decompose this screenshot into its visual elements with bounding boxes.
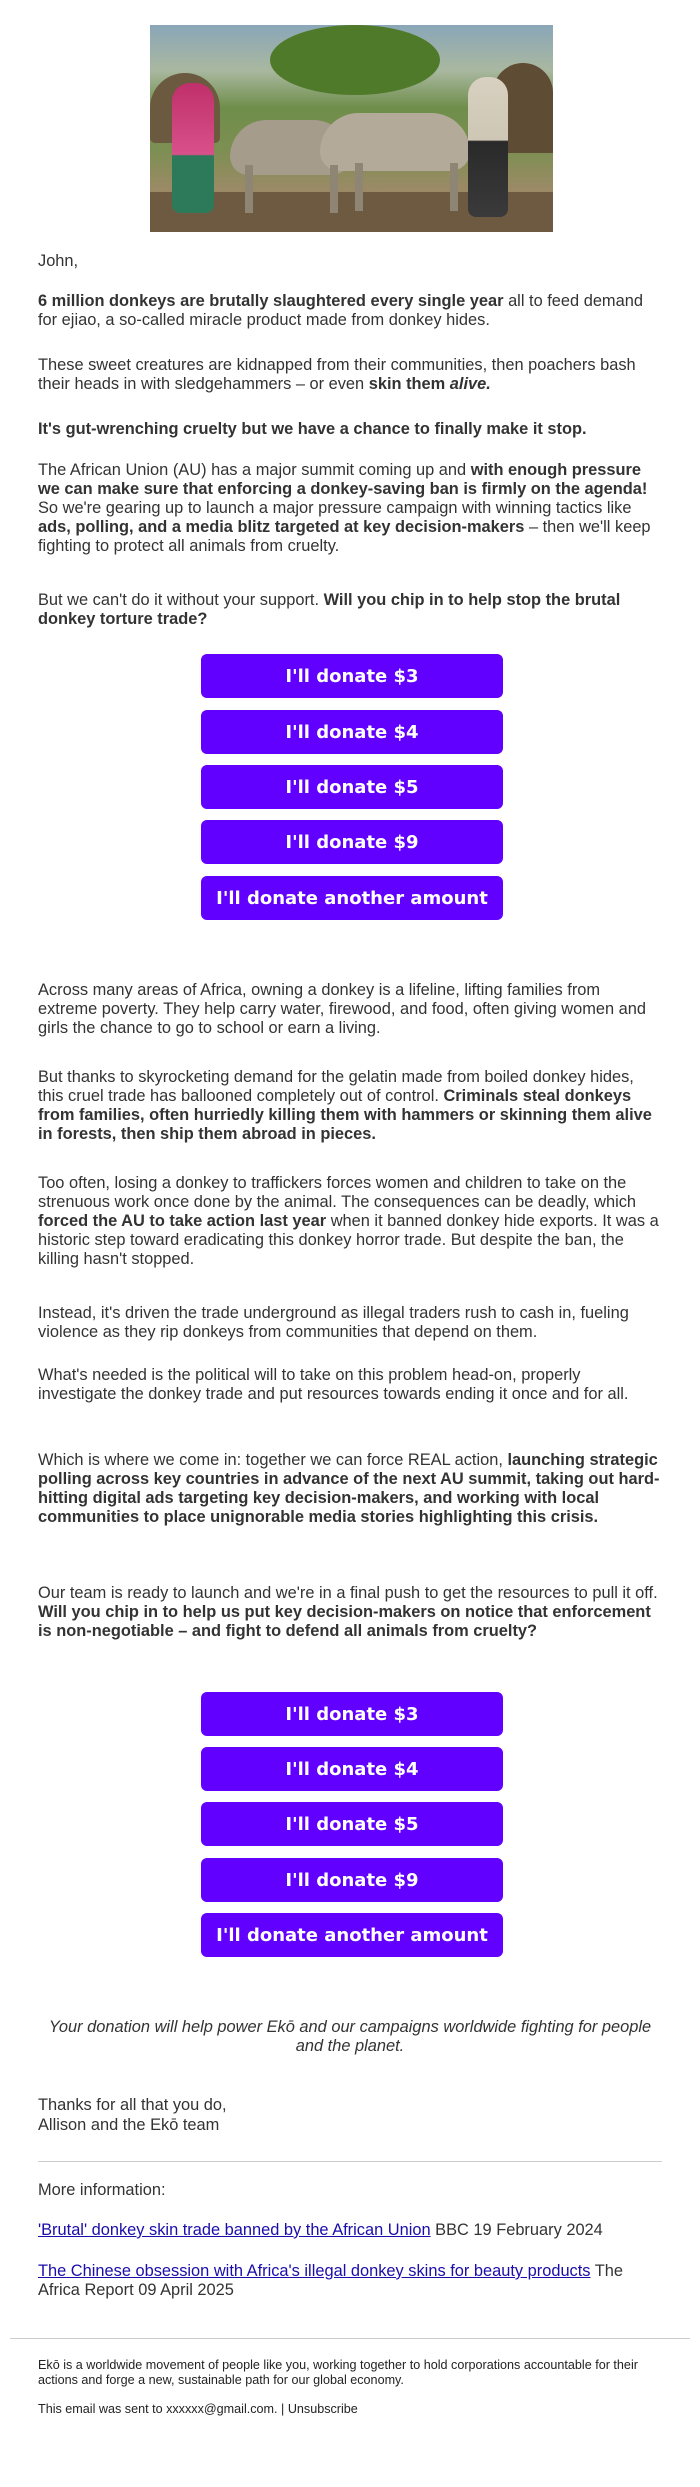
donate-3-button[interactable]: I'll donate $3 [201, 1692, 503, 1736]
unsubscribe-link[interactable]: Unsubscribe [287, 2402, 358, 2416]
paragraph-intro: 6 million donkeys are brutally slaughtered every single year all to feed demand for ejiao, a so-called miracle product made from donkey hides. [38, 292, 643, 329]
more-info-link-bbc[interactable]: 'Brutal' donkey skin trade banned by the African Union [38, 2221, 431, 2239]
paragraph-demand: But thanks to skyrocketing demand for the gelatin made from boiled donkey hides, this cruel trade has ballooned completely out of control. Criminals steal donkeys from families, often hurriedly killing them with hammers or skinning them alive in forests, then ship them abroad in pieces. [38, 1068, 652, 1143]
divider [38, 2161, 662, 2162]
donate-other-amount-button[interactable]: I'll donate another amount [201, 1913, 503, 1957]
paragraph-lifeline: Across many areas of Africa, owning a donkey is a lifeline, lifting families from extreme poverty. They help carry water, firewood, and food, often giving women and girls the chance to go to school or earn a living. [38, 981, 646, 1037]
more-info-item: 'Brutal' donkey skin trade banned by the African Union BBC 19 February 2024 [38, 2221, 603, 2239]
donate-4-button[interactable]: I'll donate $4 [201, 1747, 503, 1791]
more-info-link-africa-report[interactable]: The Chinese obsession with Africa's illegal donkey skins for beauty products [38, 2262, 591, 2280]
donate-9-button[interactable]: I'll donate $9 [201, 820, 503, 864]
paragraph-consequences: Too often, losing a donkey to traffickers forces women and children to take on the strenuous work once done by the animal. The consequences can be deadly, which forced the AU to take action last year when it banned donkey hide exports. It was a historic step toward eradicating this donkey horror trade. But despite the ban, the killing hasn't stopped. [38, 1174, 659, 1268]
paragraph-real-action: Which is where we come in: together we can force REAL action, launching strategic polling across key countries in advance of the next AU summit, taking out hard-hitting digital ads targeting key decision-makers, and working with local communities to place unignorable media stories highlighting this crisis. [38, 1451, 660, 1526]
paragraph-political-will: What's needed is the political will to take on this problem head-on, properly investigate the donkey trade and put resources towards ending it once and for all. [38, 1366, 629, 1403]
donate-5-button[interactable]: I'll donate $5 [201, 765, 503, 809]
donate-9-button[interactable]: I'll donate $9 [201, 1858, 503, 1902]
more-info-item: The Chinese obsession with Africa's illegal donkey skins for beauty products The Africa Report 09 April 2025 [38, 2262, 624, 2299]
hero-image-women-with-donkeys [150, 25, 553, 232]
donation-note: Your donation will help power Ekō and our campaigns worldwide fighting for people and the planet. [48, 2018, 652, 2055]
donate-5-button[interactable]: I'll donate $5 [201, 1802, 503, 1846]
paragraph-kidnapped: These sweet creatures are kidnapped from their communities, then poachers bash their heads in with sledgehammers – or even skin them alive. [38, 356, 636, 393]
donate-other-amount-button[interactable]: I'll donate another amount [201, 876, 503, 920]
signoff-thanks: Thanks for all that you do, [38, 2096, 227, 2114]
greeting: John, [38, 252, 79, 270]
paragraph-ask-2: Our team is ready to launch and we're in a final push to get the resources to pull it off. Will you chip in to help us put key decision-makers on notice that enforcement is non-negotiable – and fight to defend all animals from cruelty? [38, 1584, 658, 1640]
footer-sent-to: This email was sent to xxxxxx@gmail.com. | Unsubscribe [38, 2402, 358, 2416]
footer-about: Ekō is a worldwide movement of people like you, working together to hold corporations accountable for their actions and forge a new, sustainable path for our global economy. [38, 2358, 638, 2387]
paragraph-underground: Instead, it's driven the trade underground as illegal traders rush to cash in, fueling violence as they rip donkeys from communities that depend on them. [38, 1304, 629, 1341]
donate-4-button[interactable]: I'll donate $4 [201, 710, 503, 754]
footer-divider [10, 2338, 690, 2339]
donate-3-button[interactable]: I'll donate $3 [201, 654, 503, 698]
paragraph-african-union: The African Union (AU) has a major summit coming up and with enough pressure we can make sure that enforcing a donkey-saving ban is firmly on the agenda! So we're gearing up to launch a major pressure campaign with winning tactics like ads, polling, and a media blitz targeted at key decision-makers – then we'll keep fighting to protect all animals from cruelty. [38, 461, 651, 555]
paragraph-cruelty: It's gut-wrenching cruelty but we have a chance to finally make it stop. [38, 420, 587, 438]
paragraph-ask-1: But we can't do it without your support. Will you chip in to help stop the brutal donkey torture trade? [38, 591, 621, 628]
more-info-heading: More information: [38, 2181, 166, 2199]
signoff-team: Allison and the Ekō team [38, 2116, 220, 2134]
